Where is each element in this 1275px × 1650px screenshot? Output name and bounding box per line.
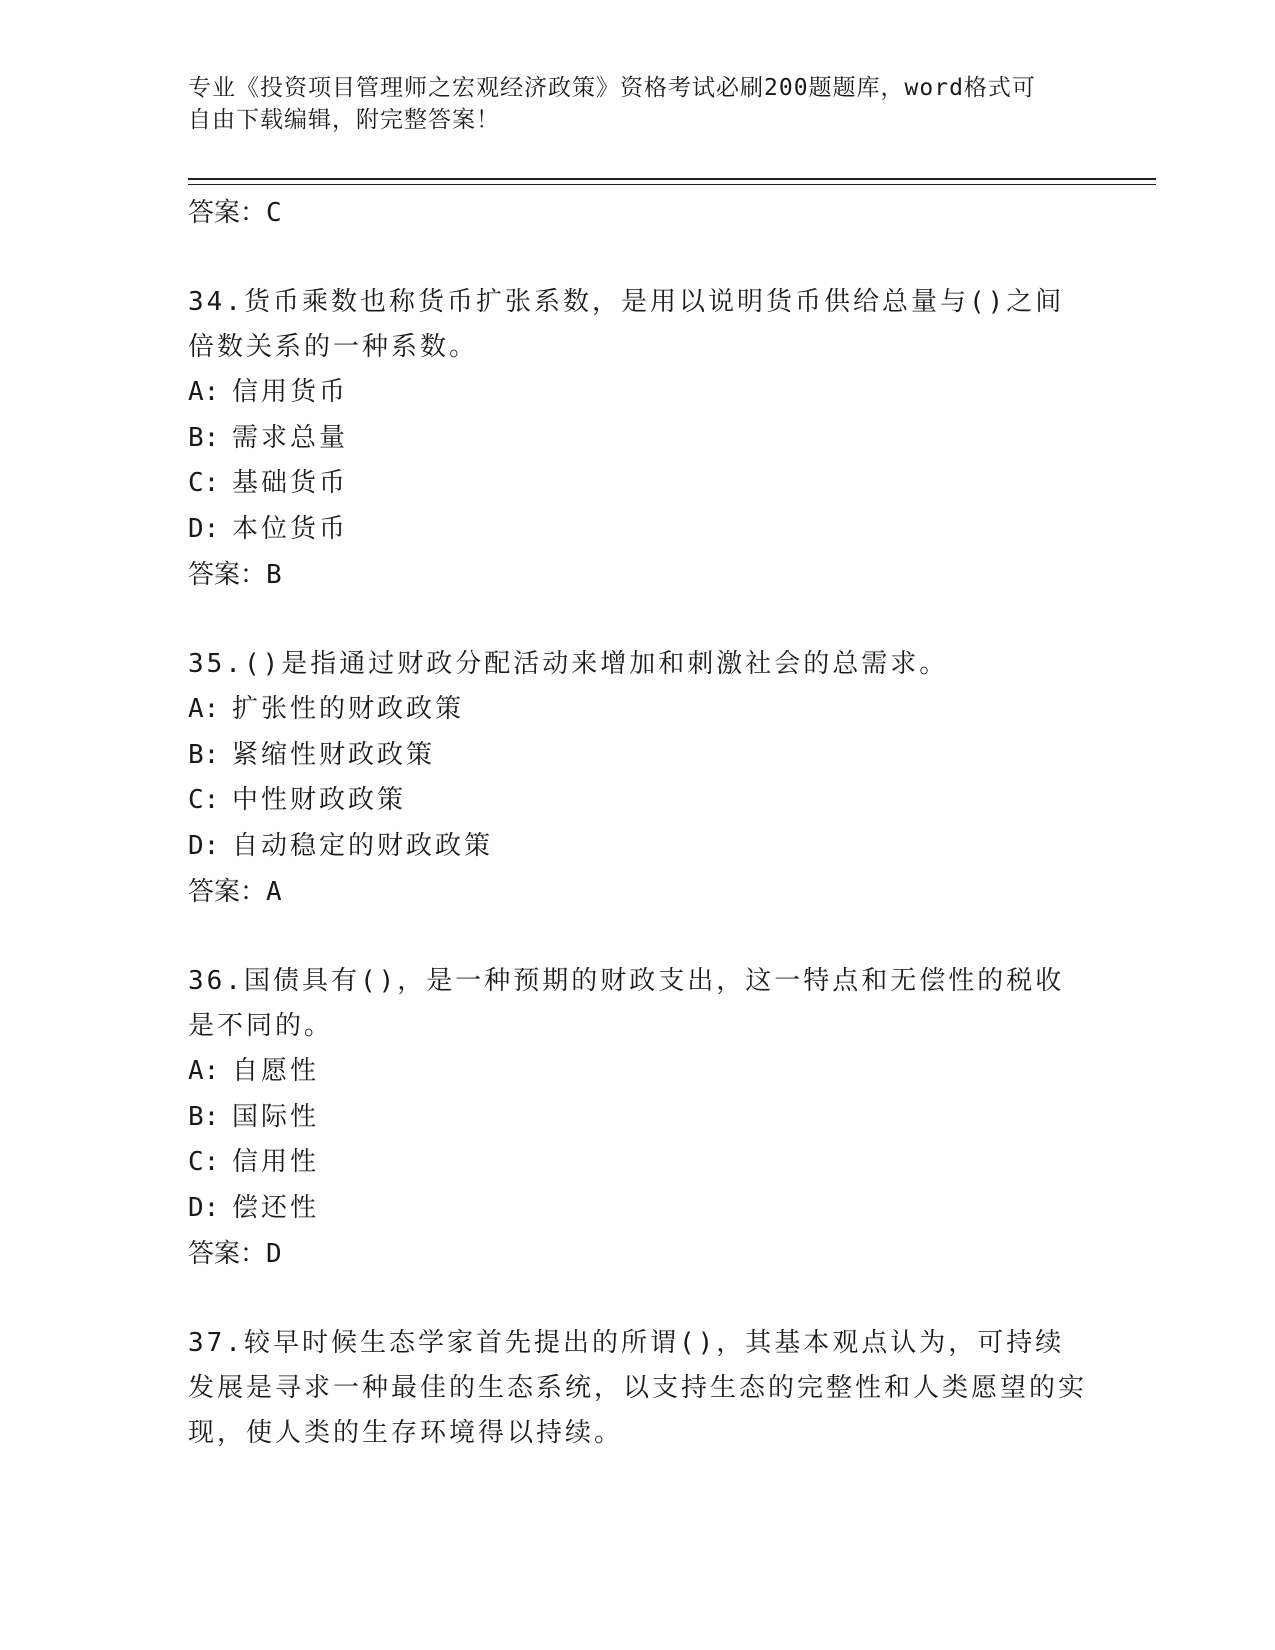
header-divider-thick — [188, 178, 1156, 180]
answer-label: 答案： — [188, 198, 267, 228]
option-text: 自动稳定的财政政策 — [232, 830, 494, 861]
answer-label: 答案： — [188, 877, 267, 907]
answer-value: B — [266, 560, 282, 590]
option-text: 偿还性 — [232, 1192, 320, 1223]
answer-label: 答案： — [188, 1239, 267, 1269]
option-text: 紧缩性财政政策 — [232, 739, 436, 770]
option-text: 自愿性 — [232, 1056, 320, 1086]
option-key: A: — [188, 1056, 220, 1086]
option-a — [188, 1049, 1088, 1095]
option-b — [188, 1095, 1088, 1141]
option-key: D: — [188, 513, 220, 544]
option-key: B: — [188, 1101, 220, 1132]
option-key: A: — [188, 694, 220, 724]
answer-value: A — [266, 877, 282, 907]
answer-line — [188, 869, 1088, 915]
answer-label: 答案： — [188, 560, 267, 590]
option-text: 信用货币 — [232, 377, 349, 407]
option-key: C: — [188, 1147, 220, 1177]
option-key: B: — [188, 422, 220, 453]
option-a — [188, 687, 1088, 733]
question-35 — [188, 642, 1088, 915]
answer-line — [188, 1231, 1088, 1277]
question-36 — [188, 959, 1088, 1277]
question-34 — [188, 280, 1088, 598]
option-d — [188, 824, 1088, 870]
option-c — [188, 778, 1088, 824]
option-key: C: — [188, 785, 220, 815]
option-b — [188, 416, 1088, 462]
option-d — [188, 507, 1088, 553]
option-key: D: — [188, 1192, 220, 1223]
question-37 — [188, 1321, 1088, 1456]
header-line-1: 专业《投资项目管理师之宏观经济政策》资格考试必刷200题题库，word格式可 — [188, 75, 1036, 101]
option-d — [188, 1186, 1088, 1232]
question-text: 36.国债具有()，是一种预期的财政支出，这一特点和无偿性的税收是不同的。 — [188, 966, 1065, 1041]
option-c — [188, 1140, 1088, 1186]
header-line-2: 自由下载编辑，附完整答案！ — [188, 107, 500, 133]
question-text: 34.货币乘数也称货币扩张系数，是用以说明货币供给总量与()之间倍数关系的一种系数。 — [188, 287, 1065, 362]
option-text: 国际性 — [232, 1101, 320, 1132]
option-key: B: — [188, 739, 220, 770]
option-key: D: — [188, 830, 220, 861]
answer-value: C — [266, 198, 282, 228]
question-text: 35.()是指通过财政分配活动来增加和刺激社会的总需求。 — [188, 649, 949, 679]
option-a — [188, 370, 1088, 416]
question-text: 37.较早时候生态学家首先提出的所谓()，其基本观点认为，可持续发展是寻求一种最佳的生态系统，以支持生态的完整性和人类愿望的实现，使人类的生存环境得以持续。 — [188, 1328, 1088, 1448]
answer-line — [188, 190, 1088, 236]
option-text: 中性财政政策 — [232, 785, 407, 815]
option-text: 本位货币 — [232, 513, 349, 544]
option-text: 信用性 — [232, 1147, 320, 1177]
option-key: A: — [188, 377, 220, 407]
answer-value: D — [266, 1239, 282, 1269]
option-b — [188, 733, 1088, 779]
option-text: 基础货币 — [232, 468, 349, 498]
answer-line — [188, 552, 1088, 598]
document-header — [188, 72, 1068, 136]
option-key: C: — [188, 468, 220, 498]
header-divider-thin — [188, 184, 1156, 185]
option-c — [188, 461, 1088, 507]
option-text: 扩张性的财政政策 — [232, 694, 465, 724]
option-text: 需求总量 — [232, 422, 349, 453]
question-list — [188, 190, 1088, 1456]
